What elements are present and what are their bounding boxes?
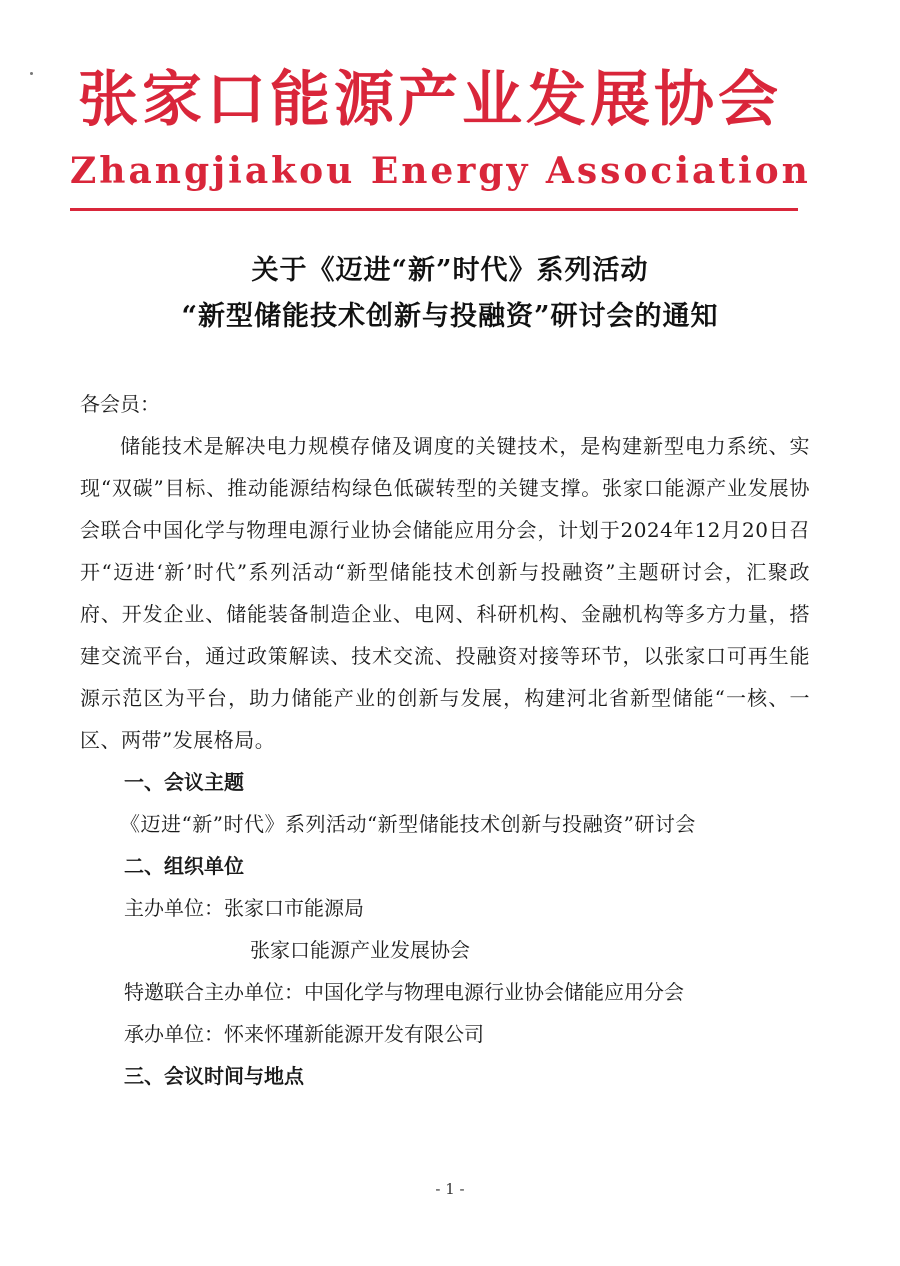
notice-title-line-2: “新型储能技术创新与投融资”研讨会的通知 — [181, 301, 719, 332]
notice-title — [60, 248, 840, 340]
section-heading-time-place: 三、会议时间与地点 — [124, 1064, 304, 1088]
organizer-label: 承办单位： — [124, 1022, 224, 1046]
section-heading-theme: 一、会议主题 — [124, 770, 244, 794]
notice-title-line-1: 关于《迈进“新”时代》系列活动 — [251, 255, 649, 286]
letterhead-name-cn: 张家口能源产业发展协会 — [78, 65, 782, 135]
host-1: 张家口市能源局 — [224, 896, 364, 920]
theme-text: 《迈进“新”时代》系列活动“新型储能技术创新与投融资”研讨会 — [120, 812, 696, 836]
co-host-row — [80, 971, 810, 1013]
organizer: 怀来怀瑾新能源开发有限公司 — [224, 1022, 484, 1046]
scan-speck — [30, 72, 33, 75]
letterhead-name-en: Zhangjiakou Energy Association — [70, 150, 811, 192]
co-host: 中国化学与物理电源行业协会储能应用分会 — [304, 980, 684, 1004]
letterhead-divider — [70, 208, 798, 211]
page-number: - 1 - — [435, 1180, 465, 1198]
organizer-row — [80, 1013, 810, 1055]
host-2: 张家口能源产业发展协会 — [250, 938, 470, 962]
intro-paragraph: 储能技术是解决电力规模存储及调度的关键技术，是构建新型电力系统、实现“双碳”目标、推动能源结构绿色低碳转型的关键支撑。张家口能源产业发展协会联合中国化学与物理电源行业协会储能应用分会，计划于2024年12月20日召开“迈进‘新’时代”系列活动“新型储能技术创新与投融资”主题研讨会，汇聚政府、开发企业、储能装备制造企业、电网、科研机构、金融机构等多方力量，搭建交流平台，通过政策解读、技术交流、投融资对接等环节，以张家口可再生能源示范区为平台，助力储能产业的创新与发展，构建河北省新型储能“一核、一区、两带”发展格局。 — [80, 434, 810, 752]
co-host-label: 特邀联合主办单位： — [124, 980, 304, 1004]
salutation: 各会员： — [80, 392, 160, 416]
host-row — [80, 887, 810, 929]
host-row-2 — [80, 929, 810, 971]
section-heading-organizers: 二、组织单位 — [124, 854, 244, 878]
host-label: 主办单位： — [124, 896, 224, 920]
notice-body — [80, 383, 810, 1097]
